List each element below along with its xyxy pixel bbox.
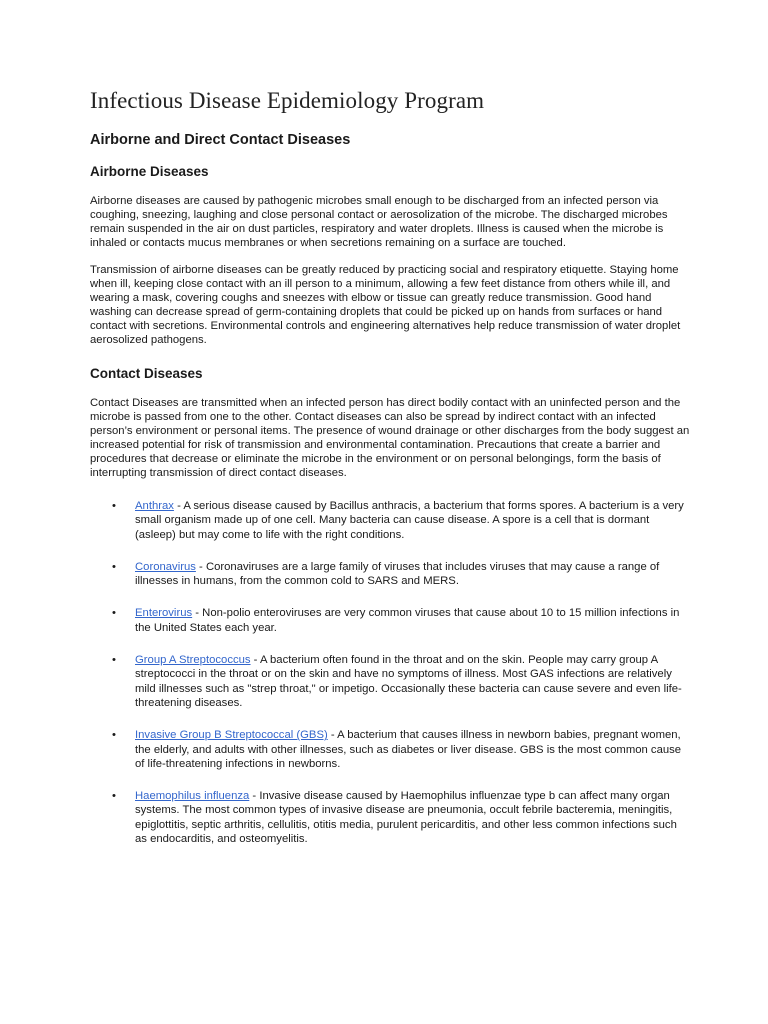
bullet-icon: •: [112, 500, 116, 512]
bullet-icon: •: [112, 607, 116, 620]
bullet-icon: •: [112, 790, 116, 803]
invasive-gbs-description: - A bacterium that causes illness in newborn babies, pregnant women, the elderly, and adults with other illnesses, such as diabetes or liver disease. GBS is the most common cause of life-threatening infections in newborns.: [135, 729, 682, 770]
list-item-invasive-gbs: [90, 728, 690, 771]
document-page: [90, 88, 690, 864]
list-item-anthrax: [90, 499, 690, 542]
airborne-paragraph-1: Airborne diseases are caused by pathogenic microbes small enough to be discharged from an infected person via coughing, sneezing, laughing and close personal contact or aerosolization of the microbe. The discharged microbes remain suspended in the air on dust particles, respiratory and water droplets. Illness is caused when the microbe is inhaled or contacts mucus membranes or when secretions remaining on a surface are touched.: [90, 195, 668, 249]
disease-list: [90, 499, 690, 846]
list-item-coronavirus: [90, 560, 690, 589]
coronavirus-description: - Coronaviruses are a large family of viruses that includes viruses that may cause a range of illnesses in humans, from the common cold to SARS and MERS.: [135, 560, 660, 588]
enterovirus-description: - Non-polio enteroviruses are very common viruses that cause about 10 to 15 million infections in the United States each year.: [135, 607, 680, 634]
anthrax-description: - A serious disease caused by Bacillus anthracis, a bacterium that forms spores. A bacterium is a very small organism made up of one cell. Many bacteria can cause disease. A spore is a cell that is dormant (asleep) but may come to life with the right conditions.: [135, 500, 684, 541]
airborne-diseases-heading: Airborne Diseases: [90, 164, 209, 179]
enterovirus-link[interactable]: Enterovirus: [135, 607, 193, 620]
contact-paragraph: Contact Diseases are transmitted when an infected person has direct bodily contact with an uninfected person and the microbe is passed from one to the other. Contact diseases can also be spread by indirect contact with an infected person’s environment or personal items. The presence of wound drainage or other discharges from the body suggest an increased potential for risk of transmission and environmental contamination. Precautions that create a barrier and procedures that decrease or eliminate the microbe in the environment or on personal belongings, form the basis of interrupting transmission of direct contact diseases.: [90, 397, 690, 479]
page-subtitle: Airborne and Direct Contact Diseases: [90, 132, 351, 148]
bullet-icon: •: [112, 729, 116, 742]
coronavirus-link[interactable]: Coronavirus: [135, 560, 196, 573]
page-title: Infectious Disease Epidemiology Program: [90, 88, 485, 113]
anthrax-link[interactable]: Anthrax: [135, 500, 174, 512]
group-a-streptococcus-link[interactable]: Group A Streptococcus: [135, 654, 251, 667]
bullet-icon: •: [112, 654, 116, 667]
invasive-gbs-link[interactable]: Invasive Group B Streptococcal (GBS): [135, 729, 328, 742]
list-item-group-a-streptococcus: [90, 653, 690, 710]
group-a-streptococcus-description: - A bacterium often found in the throat and on the skin. People may carry group A streptococci in the throat or on the skin and have no symptoms of illness. Most GAS infections are relatively mild illnesses such as "strep throat," or impetigo. Occasionally these bacteria can cause severe and even life-threatening diseases.: [135, 654, 682, 709]
list-item-enterovirus: [90, 606, 690, 635]
list-item-haemophilus-influenza: [90, 789, 690, 846]
haemophilus-influenza-description: - Invasive disease caused by Haemophilus influenzae type b can affect many organ systems. The most common types of invasive disease are pneumonia, occult febrile bacteremia, meningitis, epiglottitis, septic arthritis, cellulitis, otitis media, purulent pericarditis, and other less common infections such as endocarditis, and osteomyelitis.: [135, 790, 677, 846]
haemophilus-influenza-link[interactable]: Haemophilus influenza: [135, 790, 250, 803]
airborne-paragraph-2: Transmission of airborne diseases can be greatly reduced by practicing social and respiratory etiquette. Staying home when ill, keeping close contact with an ill person to a minimum, allowing a few feet distance from others while ill, and wearing a mask, covering coughs and sneezes with elbow or tissue can greatly reduce transmission. Good hand washing can decrease spread of germ-containing droplets that could be picked up on hands from surfaces or hand contact with secretions. Environmental controls and engineering alternatives help reduce transmission of water droplet aerosolized pathogens.: [90, 264, 681, 346]
contact-diseases-heading: Contact Diseases: [90, 366, 203, 381]
bullet-icon: •: [112, 560, 116, 573]
